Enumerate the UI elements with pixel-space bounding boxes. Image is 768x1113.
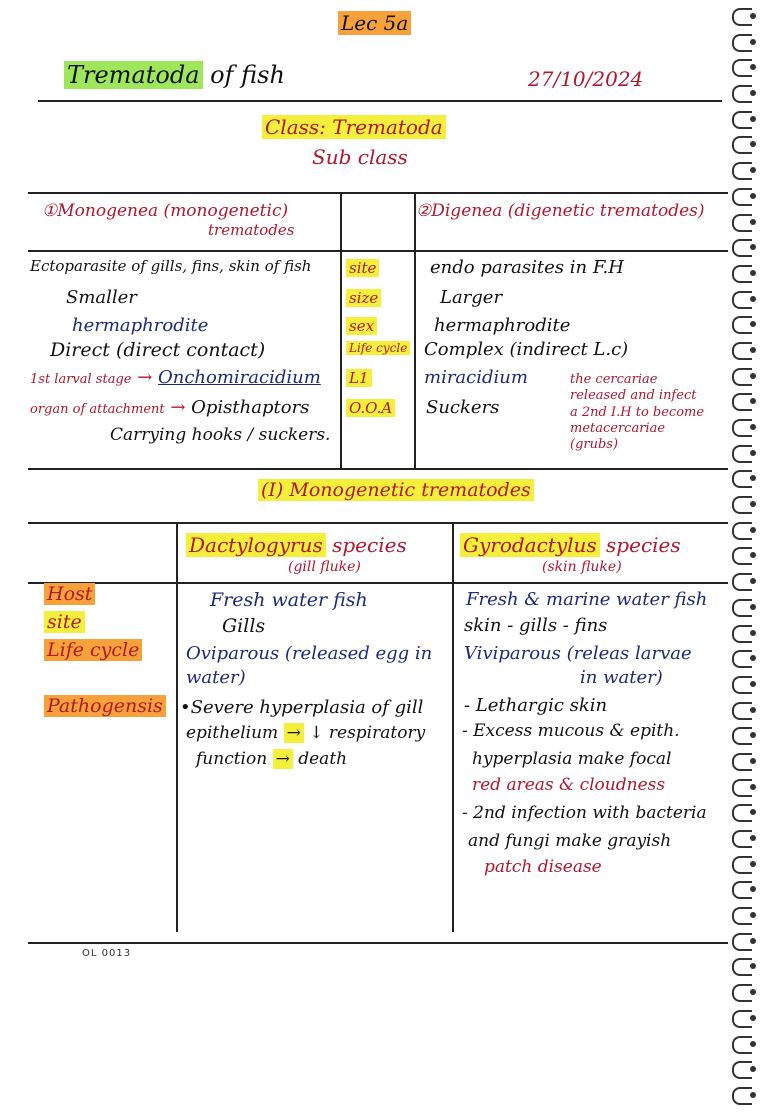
dactylogyrus-sub: (gill fluke) <box>288 559 361 575</box>
spiral-ring <box>732 702 752 720</box>
dacty-path-1: •Severe hyperplasia of gill <box>180 697 424 718</box>
digenea-note <box>570 372 704 453</box>
spiral-ring <box>732 753 752 771</box>
spiral-ring <box>732 239 752 257</box>
monogenea-row: Direct (direct contact) <box>50 339 266 361</box>
monogenea-header: ①Monogenea (monogenetic) <box>42 201 289 221</box>
digenea-row: hermaphrodite <box>434 315 571 336</box>
date: 27/10/2024 <box>528 67 644 91</box>
dacty-lifecycle-1: Oviparous (released egg in <box>186 643 433 664</box>
table2-row-label: Host <box>44 584 95 605</box>
spiral-ring <box>732 111 752 129</box>
monogenea-row: 1st larval stage → Onchomiracidium <box>30 367 321 388</box>
gyrodactylus-title: Gyrodactylus species <box>460 534 681 556</box>
spiral-ring <box>732 599 752 617</box>
table2-row-label: Life cycle <box>44 640 142 661</box>
spiral-ring <box>732 162 752 180</box>
monogenea-row: Ectoparasite of gills, fins, skin of fish <box>30 257 312 275</box>
digenea-row: endo parasites in F.H <box>430 257 624 278</box>
spiral-ring <box>732 804 752 822</box>
gyro-path-6: and fungi make grayish <box>468 831 672 851</box>
spiral-ring <box>732 830 752 848</box>
monogenea-header-2: trematodes <box>208 221 295 239</box>
subclass-label: Sub class <box>312 145 408 169</box>
spiral-ring <box>732 136 752 154</box>
gyro-lifecycle-2: in water) <box>580 667 663 688</box>
table2-row-label: Pathogensis <box>44 696 166 717</box>
table2-top-border <box>28 522 728 524</box>
spiral-ring <box>732 625 752 643</box>
class-label: Class: Trematoda <box>262 116 446 138</box>
dacty-site: Gills <box>222 615 266 637</box>
spiral-ring <box>732 419 752 437</box>
spiral-ring <box>732 676 752 694</box>
gyro-path-5: - 2nd infection with bacteria <box>462 803 707 823</box>
spiral-ring <box>732 984 752 1002</box>
spiral-ring <box>732 958 752 976</box>
gyro-lifecycle-1: Viviparous (releas larvae <box>464 643 692 664</box>
digenea-note-line: (grubs) <box>570 437 619 452</box>
dacty-host: Fresh water fish <box>210 589 368 611</box>
spiral-ring <box>732 188 752 206</box>
monogenea-row: organ of attachment → Opisthaptors <box>30 397 310 418</box>
gyro-path-1: - Lethargic skin <box>464 695 608 716</box>
spiral-ring <box>732 291 752 309</box>
row-label: size <box>346 290 381 307</box>
monogenea-row: hermaphrodite <box>72 315 209 336</box>
gyro-host: Fresh & marine water fish <box>466 589 708 610</box>
table1-top-border <box>28 192 728 194</box>
spiral-ring <box>732 265 752 283</box>
digenea-note-line: metacercariae <box>570 420 666 436</box>
spiral-ring <box>732 727 752 745</box>
spiral-ring <box>732 316 752 334</box>
digenea-row: miracidium <box>424 367 528 388</box>
gyro-site: skin - gills - fins <box>464 615 608 636</box>
spiral-ring <box>732 779 752 797</box>
spiral-ring <box>732 547 752 565</box>
footer-code: OL 0013 <box>82 948 132 959</box>
digenea-row: Suckers <box>426 397 500 418</box>
digenea-row: Complex (indirect L.c) <box>424 339 629 360</box>
spiral-binding <box>732 8 760 1113</box>
page-title: Trematoda of fish <box>64 62 285 88</box>
spiral-ring <box>732 34 752 52</box>
spiral-ring <box>732 8 752 26</box>
dacty-lifecycle-2: water) <box>186 667 246 688</box>
bottom-border <box>28 942 728 944</box>
gyro-path-4: red areas & cloudness <box>472 775 666 795</box>
row-label: L1 <box>346 370 372 387</box>
table1-divider-right <box>414 192 416 468</box>
digenea-header: ②Digenea (digenetic trematodes) <box>416 201 705 221</box>
spiral-ring <box>732 85 752 103</box>
spiral-ring <box>732 1087 752 1105</box>
gyro-path-2: - Excess mucous & epith. <box>462 721 680 741</box>
spiral-ring <box>732 393 752 411</box>
dactylogyrus-title: Dactylogyrus species <box>186 534 407 556</box>
spiral-ring <box>732 1061 752 1079</box>
digenea-note-line: the cercariae <box>570 372 658 387</box>
row-label: sex <box>346 318 377 335</box>
row-label: O.O.A <box>346 400 395 417</box>
spiral-ring <box>732 881 752 899</box>
spiral-ring <box>732 856 752 874</box>
spiral-ring <box>732 573 752 591</box>
spiral-ring <box>732 445 752 463</box>
spiral-ring <box>732 214 752 232</box>
spiral-ring <box>732 342 752 360</box>
divider <box>38 100 722 102</box>
spiral-ring <box>732 1036 752 1054</box>
gyro-path-3: hyperplasia make focal <box>472 749 672 769</box>
row-label: site <box>346 260 379 277</box>
spiral-ring <box>732 59 752 77</box>
spiral-ring <box>732 368 752 386</box>
table1-header-border <box>28 250 728 252</box>
row-label: Life cycle <box>346 342 410 355</box>
monogenea-extra: Carrying hooks / suckers. <box>110 425 331 445</box>
spiral-ring <box>732 522 752 540</box>
dacty-path-2: epithelium → ↓ respiratory <box>186 723 426 743</box>
dacty-path-3: function → death <box>196 749 348 769</box>
digenea-note-line: released and infect <box>570 388 697 404</box>
monogenea-row: Smaller <box>66 287 137 308</box>
table1-divider-left <box>340 192 342 468</box>
spiral-ring <box>732 1010 752 1028</box>
spiral-ring <box>732 496 752 514</box>
digenea-row: Larger <box>440 287 503 308</box>
lecture-label: Lec 5a <box>338 12 411 34</box>
section-title: (I) Monogenetic trematodes <box>258 480 534 501</box>
spiral-ring <box>732 470 752 488</box>
gyrodactylus-sub: (skin fluke) <box>542 559 622 575</box>
table1-bottom-border <box>28 468 728 470</box>
table2-row-label: site <box>44 612 85 633</box>
spiral-ring <box>732 907 752 925</box>
gyro-path-7: patch disease <box>484 857 602 877</box>
table2-header-border <box>28 582 728 584</box>
digenea-note-line: a 2nd I.H to become <box>570 404 705 420</box>
spiral-ring <box>732 933 752 951</box>
spiral-ring <box>732 650 752 668</box>
